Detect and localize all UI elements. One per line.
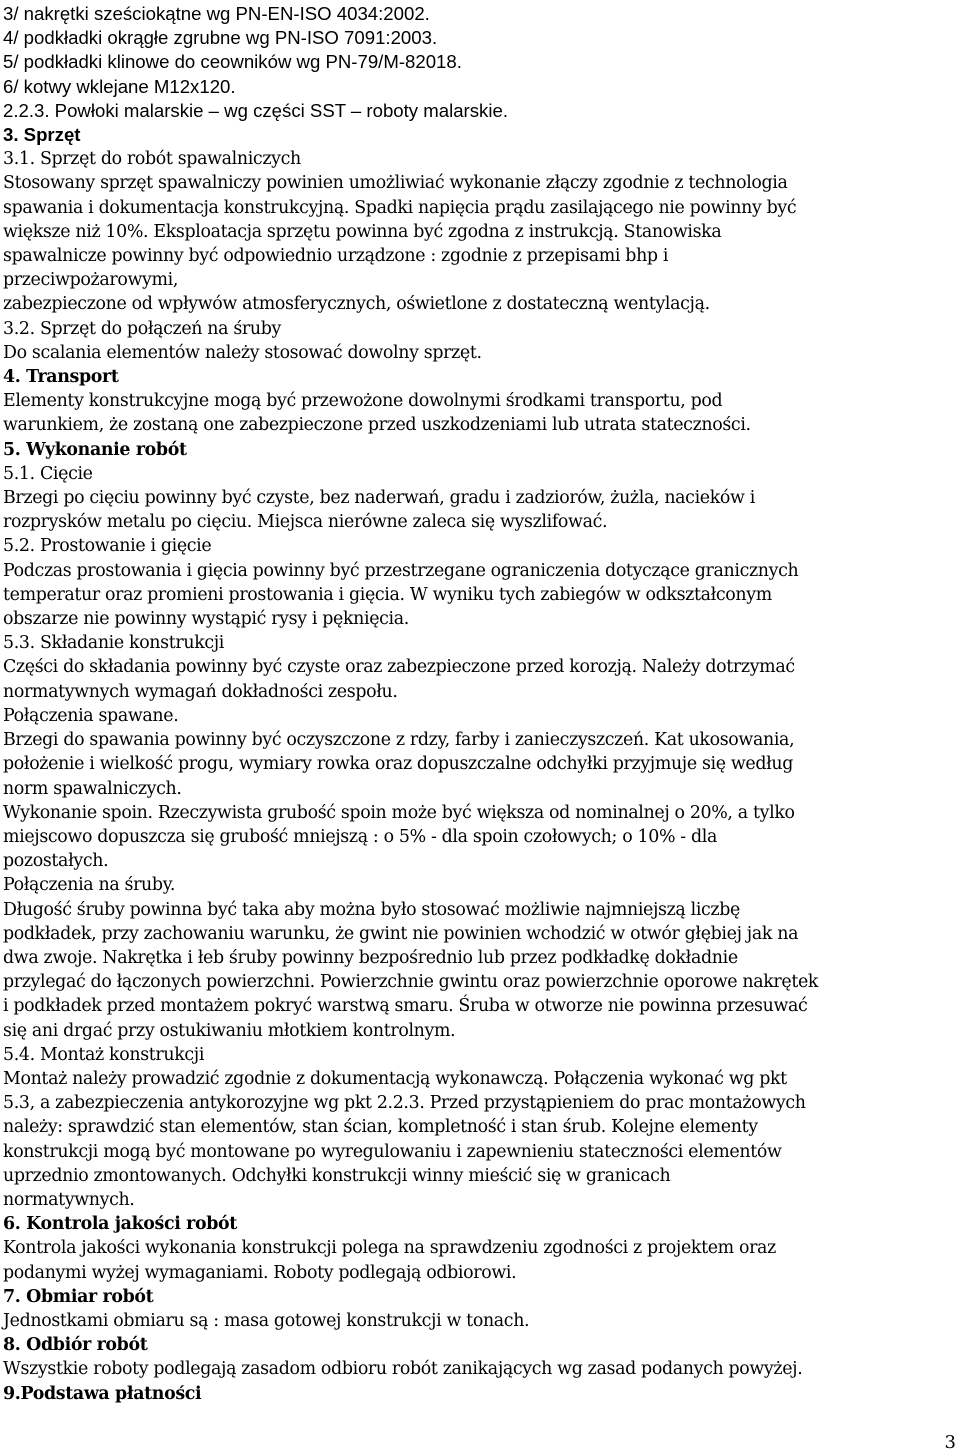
text-line: należy: sprawdzić stan elementów, stan ścian, kompletność i stan śrub. Kolejne elementy [3,1117,758,1138]
document-page [3,2,953,1406]
text-line: warunkiem, że zostaną one zabezpieczone przed uszkodzeniami lub utrata stateczności. [3,415,751,436]
subsection-heading-5-1: 5.1. Cięcie [3,463,93,484]
section-heading-4: 4. Transport [3,367,119,388]
section-heading-7: 7. Obmiar robót [3,1286,154,1307]
text-line: dwa zwoje. Nakrętka i łeb śruby powinny bezpośrednio lub przez podkładkę dokładnie [3,947,738,968]
list-item: 6/ kotwy wklejane M12x120. [3,75,236,97]
section-heading-6: 6. Kontrola jakości robót [3,1214,237,1235]
text-line: Kontrola jakości wykonania konstrukcji polega na sprawdzeniu zgodności z projektem oraz [3,1238,776,1259]
subsection-heading-5-2: 5.2. Prostowanie i gięcie [3,536,212,557]
section-heading-3: 3. Sprzęt [3,124,81,146]
text-line: Stosowany sprzęt spawalniczy powinien umożliwiać wykonanie złączy zgodnie z technologia [3,173,788,194]
text-line: obszarze nie powinny wystąpić rysy i pęknięcia. [3,609,409,630]
welds-heading: Połączenia spawane. [3,705,179,726]
text-line: większe niż 10%. Eksploatacja sprzętu powinna być zgodna z instrukcją. Stanowiska [3,221,722,242]
text-line: Wszystkie roboty podlegają zasadom odbioru robót zanikających wg zasad podanych powyżej. [3,1359,803,1380]
text-line: konstrukcji mogą być montowane po wyregulowaniu i zapewnieniu stateczności elementów [3,1141,782,1162]
text-line: i podkładek przed montażem pokryć warstwą smaru. Śruba w otworze nie powinna przesuwać [3,996,808,1017]
text-line: się ani drgać przy ostukiwaniu młotkiem kontrolnym. [3,1020,456,1041]
subsection-heading-2-2-3: 2.2.3. Powłoki malarskie – wg części SST – roboty malarskie. [3,99,508,121]
text-line: Elementy konstrukcyjne mogą być przewożone dowolnymi środkami transportu, pod [3,391,723,412]
page-number: 3 [944,1432,956,1453]
subsection-heading-5-3: 5.3. Składanie konstrukcji [3,633,225,654]
text-line: Brzegi do spawania powinny być oczyszczone z rdzy, farby i zanieczyszczeń. Kat ukosowania, [3,730,795,751]
text-line: spawania i dokumentacja konstrukcyjną. Spadki napięcia prądu zasilającego nie powinny być [3,197,797,218]
bolts-heading: Połączenia na śruby. [3,875,176,896]
text-line: Podczas prostowania i gięcia powinny być przestrzegane ograniczenia dotyczące granicznych [3,560,799,581]
text-line: uprzednio zmontowanych. Odchyłki konstrukcji winny mieścić się w granicach [3,1165,671,1186]
section-heading-8: 8. Odbiór robót [3,1335,148,1356]
list-item: 4/ podkładki okrągłe zgrubne wg PN-ISO 7091:2003. [3,27,438,49]
text-line: Montaż należy prowadzić zgodnie z dokumentacją wykonawczą. Połączenia wykonać wg pkt [3,1068,787,1089]
text-line: przeciwpożarowymi, [3,270,178,291]
text-line: podanymi wyżej wymaganiami. Roboty podlegają odbiorowi. [3,1262,517,1283]
text-line: Brzegi po cięciu powinny być czyste, bez naderwań, gradu i zadziorów, żużla, nacieków i [3,488,755,509]
text-line: położenie i wielkość progu, wymiary rowka oraz dopuszczalne odchyłki przyjmuje się według [3,754,794,775]
text-line: Jednostkami obmiaru są : masa gotowej konstrukcji w tonach. [3,1310,530,1331]
text-line: Długość śruby powinna być taka aby można było stosować możliwie najmniejszą liczbę [3,899,740,920]
text-line: miejscowo dopuszcza się grubość mniejszą : o 5% - dla spoin czołowych; o 10% - dla [3,826,718,847]
list-item: 5/ podkładki klinowe do ceowników wg PN-79/M-82018. [3,51,462,73]
text-line: pozostałych. [3,851,109,872]
text-line: Wykonanie spoin. Rzeczywista grubość spoin może być większa od nominalnej o 20%, a tylko [3,802,795,823]
text-line: podkładek, przy zachowaniu warunku, że gwint nie powinien wchodzić w otwór głębiej jak na [3,923,799,944]
text-line: temperatur oraz promieni prostowania i gięcia. W wyniku tych zabiegów w odkształconym [3,584,772,605]
text-line: przylegać do łączonych powierzchni. Powierzchnie gwintu oraz powierzchnie oporowe nakrętek [3,972,819,993]
text-line: Do scalania elementów należy stosować dowolny sprzęt. [3,342,482,363]
text-line: normatywnych. [3,1189,135,1210]
subsection-heading-5-4: 5.4. Montaż konstrukcji [3,1044,205,1065]
subsection-heading-3-2: 3.2. Sprzęt do połączeń na śruby [3,318,281,339]
list-item: 3/ nakrętki sześciokątne wg PN-EN-ISO 4034:2002. [3,3,430,24]
section-heading-9: 9.Podstawa płatności [3,1383,202,1404]
text-line: zabezpieczone od wpływów atmosferycznych, oświetlone z dostateczną wentylacją. [3,294,710,315]
text-line: 5.3, a zabezpieczenia antykorozyjne wg pkt 2.2.3. Przed przystąpieniem do prac montażowych [3,1093,806,1114]
text-line: normatywnych wymagań dokładności zespołu. [3,681,398,702]
section-heading-5: 5. Wykonanie robót [3,439,187,460]
text-line: norm spawalniczych. [3,778,182,799]
text-line: spawalnicze powinny być odpowiednio urządzone : zgodnie z przepisami bhp i [3,246,669,267]
subsection-heading-3-1: 3.1. Sprzęt do robót spawalniczych [3,149,301,170]
text-line: rozprysków metalu po cięciu. Miejsca nierówne zaleca się wyszlifować. [3,512,608,533]
text-line: Części do składania powinny być czyste oraz zabezpieczone przed korozją. Należy dotrzymać [3,657,795,678]
